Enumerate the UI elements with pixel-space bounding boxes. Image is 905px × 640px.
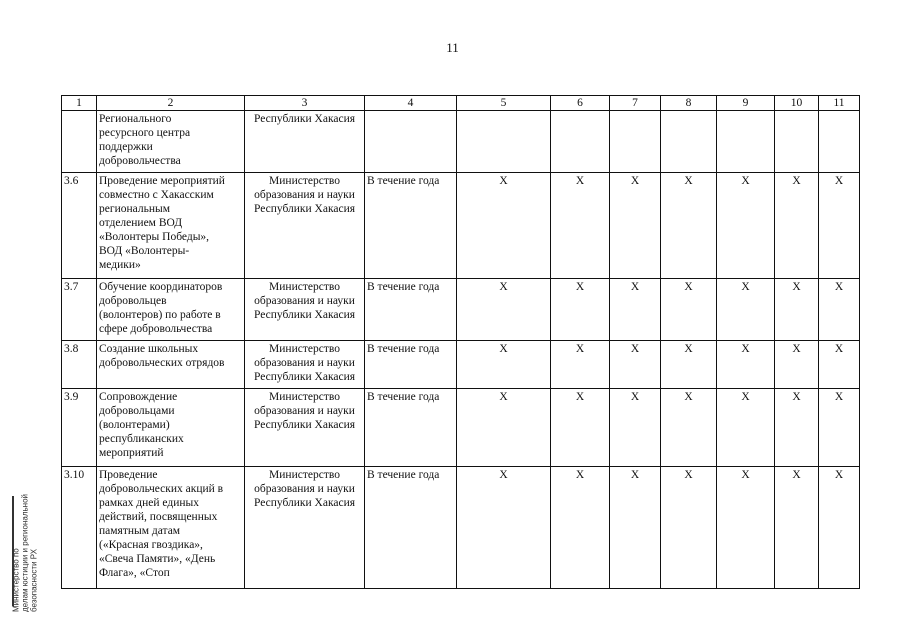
mark-cell [661,111,717,173]
event-name-line: совместно с Хакасским [99,189,214,201]
term: В течение года [365,173,457,279]
mark-cell [717,111,775,173]
term: В течение года [365,279,457,341]
event-name-line: Сопровождение [99,391,178,403]
responsible-body: Министерство образования и науки Республики Хакасия [245,467,365,589]
mark-cell [551,111,610,173]
table-row [62,341,860,389]
event-name-line: ВОД «Волонтеры- [99,245,190,257]
event-name [97,389,245,467]
event-name-line: действий, посвященных [99,511,218,523]
mark-cell: Х [775,173,819,279]
term: В течение года [365,341,457,389]
event-name-line: отделением ВОД [99,217,183,229]
event-name-line: Регионального [99,113,172,125]
mark-cell [457,111,551,173]
row-number: 3.8 [62,341,97,389]
row-number: 3.6 [62,173,97,279]
event-name-line: Флага», «Стоп [99,567,170,579]
mark-cell: Х [551,173,610,279]
mark-cell: Х [819,341,860,389]
event-name-line: региональным [99,203,170,215]
mark-cell: Х [775,279,819,341]
column-header: 4 [365,96,457,111]
mark-cell: Х [457,467,551,589]
event-name-line: добровольческих акций в [99,483,224,495]
event-name-line: (волонтеров) по работе в [99,309,221,321]
mark-cell: Х [717,341,775,389]
mark-cell: Х [717,389,775,467]
column-header: 11 [819,96,860,111]
responsible-body: Министерство образования и науки Республики Хакасия [245,173,365,279]
plan-table [61,95,860,589]
mark-cell: Х [661,467,717,589]
event-name-line: добровольческих отрядов [99,357,225,369]
event-name-line: памятным датам [99,525,181,537]
table-row [62,389,860,467]
mark-cell [819,111,860,173]
row-number: 3.10 [62,467,97,589]
mark-cell: Х [457,279,551,341]
table-row [62,111,860,173]
stamp-text [12,494,39,612]
responsible-body: Министерство образования и науки Республики Хакасия [245,279,365,341]
table-row [62,279,860,341]
row-number: 3.7 [62,279,97,341]
mark-cell: Х [819,173,860,279]
event-name [97,467,245,589]
mark-cell: Х [551,279,610,341]
mark-cell: Х [775,341,819,389]
mark-cell: Х [551,467,610,589]
event-name-line: добровольцев [99,295,167,307]
term [365,111,457,173]
event-name-line: «Волонтеры Победы», [99,231,210,243]
responsible-body: Министерство образования и науки Республики Хакасия [245,341,365,389]
row-number [62,111,97,173]
event-name [97,279,245,341]
mark-cell: Х [717,467,775,589]
table-row [62,467,860,589]
event-name-line: Обучение координаторов [99,281,223,293]
mark-cell: Х [610,341,661,389]
mark-cell: Х [775,389,819,467]
column-header: 1 [62,96,97,111]
column-header: 3 [245,96,365,111]
event-name-line: Проведение [99,469,158,481]
event-name-line: добровольцами [99,405,175,417]
event-name-line: рамках дней единых [99,497,200,509]
mark-cell: Х [457,341,551,389]
mark-cell: Х [551,341,610,389]
column-header: 9 [717,96,775,111]
row-number: 3.9 [62,389,97,467]
event-name-line: («Красная гвоздика», [99,539,203,551]
stamp-line: Министерство по [11,548,21,613]
mark-cell: Х [819,389,860,467]
event-name-line: медики» [99,259,141,271]
mark-cell: Х [661,341,717,389]
mark-cell: Х [457,389,551,467]
mark-cell: Х [661,173,717,279]
event-name-line: добровольчества [99,155,181,167]
responsible-body: Республики Хакасия [245,111,365,173]
event-name [97,111,245,173]
responsible-body: Министерство образования и науки Республики Хакасия [245,389,365,467]
mark-cell: Х [610,173,661,279]
column-header: 6 [551,96,610,111]
mark-cell: Х [661,389,717,467]
event-name-line: поддержки [99,141,153,153]
page-number: 11 [446,40,459,55]
mark-cell: Х [717,279,775,341]
table-header-row [62,96,860,111]
mark-cell: Х [819,467,860,589]
stamp-line: делам юстиции и региональной [20,493,30,613]
event-name-line: «Свеча Памяти», «День [99,553,216,565]
event-name-line: мероприятий [99,447,164,459]
column-header: 7 [610,96,661,111]
table-row [62,173,860,279]
mark-cell [775,111,819,173]
mark-cell: Х [610,467,661,589]
mark-cell: Х [610,389,661,467]
event-name-line: Проведение мероприятий [99,175,225,187]
stamp-line: безопасности РХ [29,548,39,613]
mark-cell: Х [819,279,860,341]
event-name-line: республиканских [99,433,184,445]
column-header: 5 [457,96,551,111]
mark-cell: Х [610,279,661,341]
event-name-line: Создание школьных [99,343,199,355]
mark-cell: Х [661,279,717,341]
term: В течение года [365,389,457,467]
event-name-line: (волонтерами) [99,419,170,431]
column-header: 10 [775,96,819,111]
event-name [97,341,245,389]
mark-cell: Х [717,173,775,279]
mark-cell: Х [775,467,819,589]
mark-cell [610,111,661,173]
term: В течение года [365,467,457,589]
mark-cell: Х [457,173,551,279]
event-name-line: ресурсного центра [99,127,191,139]
column-header: 2 [97,96,245,111]
event-name-line: сфере добровольчества [99,323,213,335]
column-header: 8 [661,96,717,111]
event-name [97,173,245,279]
mark-cell: Х [551,389,610,467]
